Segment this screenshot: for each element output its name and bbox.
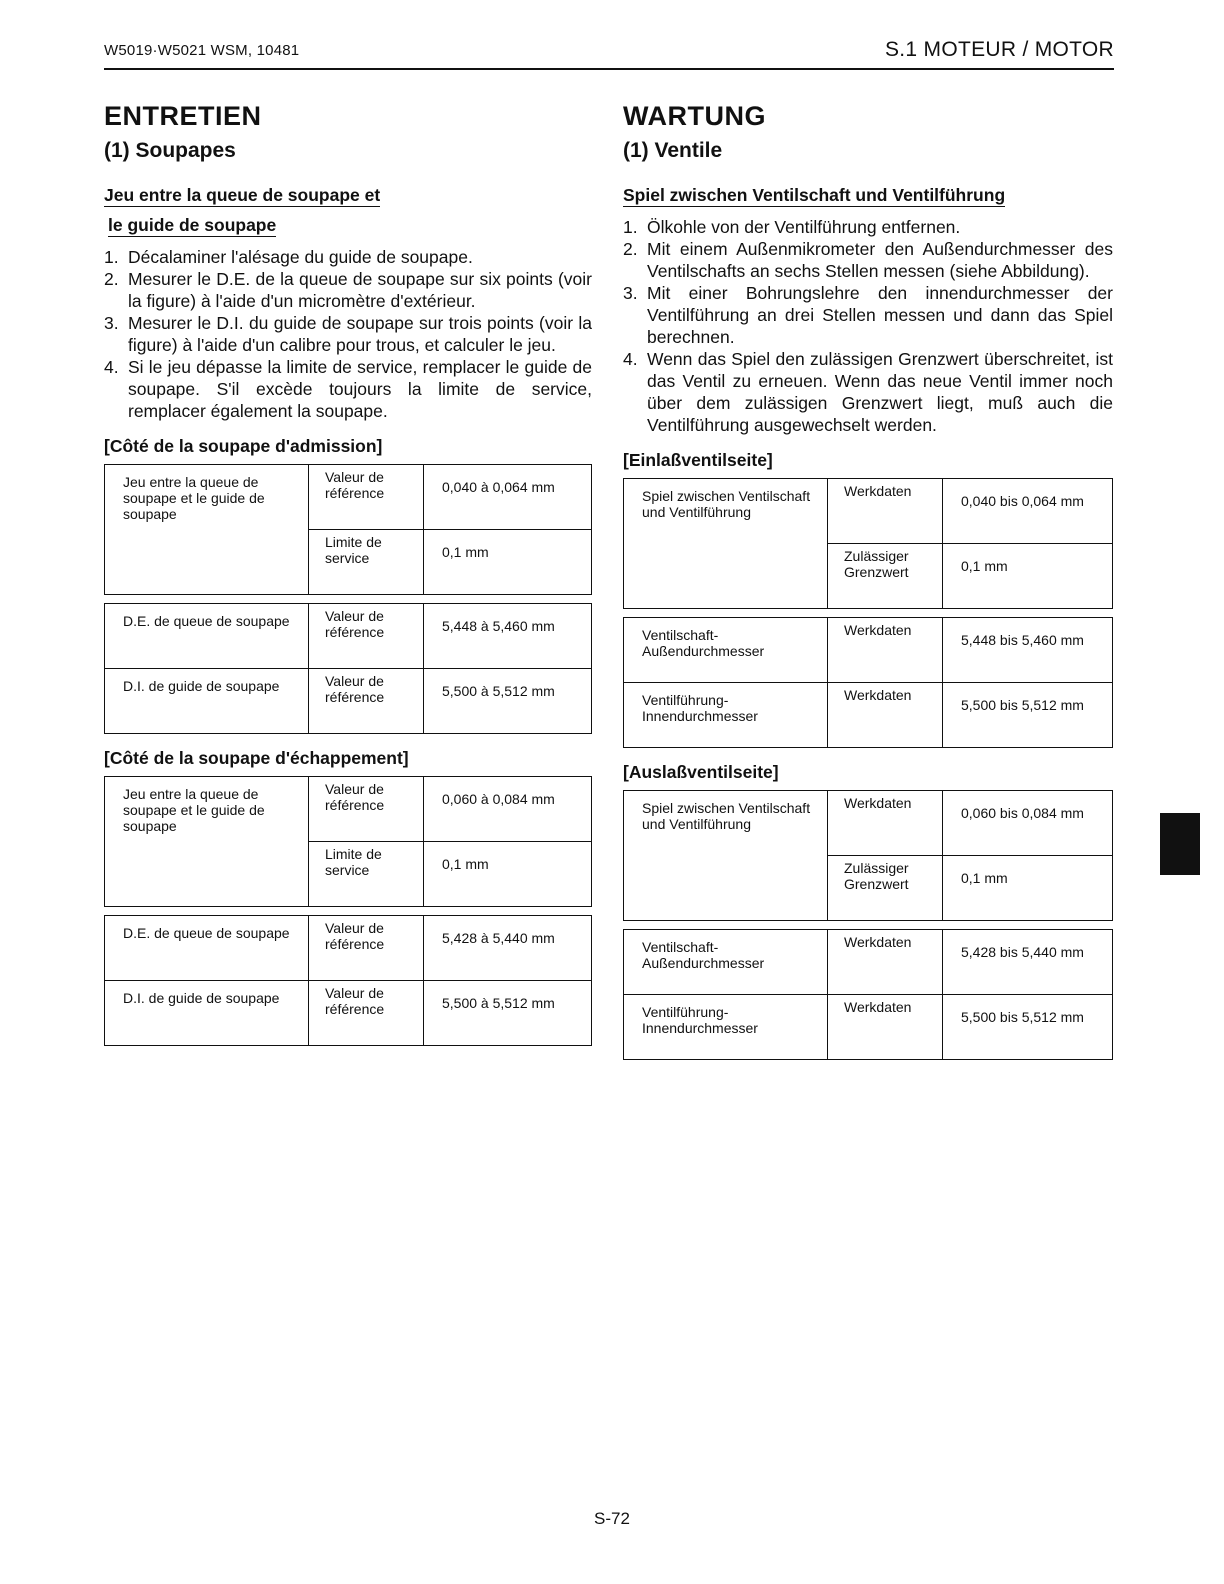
french-intake-label: [Côté de la soupape d'admission] bbox=[104, 436, 383, 456]
french-exhaust-clearance-table bbox=[104, 776, 592, 907]
table-cell: Valeur de référence bbox=[309, 669, 424, 734]
table-cell: Limite de service bbox=[309, 842, 424, 907]
table-cell: Spiel zwischen Ventilschaft und Ventilführung bbox=[624, 791, 828, 921]
table-cell: D.E. de queue de soupape bbox=[105, 604, 309, 669]
german-exhaust-dimension-table bbox=[623, 929, 1113, 1060]
german-exhaust-clearance-table bbox=[623, 790, 1113, 921]
table-cell: Werkdaten bbox=[828, 791, 943, 856]
french-subhead-line1: Jeu entre la queue de soupape et bbox=[104, 185, 381, 205]
page-header bbox=[104, 38, 1114, 70]
table-cell: Limite de service bbox=[309, 530, 424, 595]
table-cell: 0,1 mm bbox=[943, 544, 1113, 609]
german-exhaust-label: [Auslaßventilseite] bbox=[623, 762, 779, 782]
table-cell: 0,1 mm bbox=[424, 842, 592, 907]
german-intake-label: [Einlaßventilseite] bbox=[623, 450, 773, 470]
french-step: 4. Si le jeu dépasse la limite de service, remplacer le guide de soupape. S'il excède toujours la limite de service, remplacer également la soupape. bbox=[104, 357, 592, 421]
table-cell: Valeur de référence bbox=[309, 981, 424, 1046]
table-cell: Ventilschaft-Außendurchmesser bbox=[624, 930, 828, 995]
table-cell: 5,500 à 5,512 mm bbox=[424, 981, 592, 1046]
table-cell: Werkdaten bbox=[828, 930, 943, 995]
french-intake-clearance-table bbox=[104, 464, 592, 595]
german-step: 2. Mit einem Außenmikrometer den Außendurchmesser des Ventilschafts an sechs Stellen messen (siehe Abbildung). bbox=[623, 239, 1113, 281]
table-cell: Ventilschaft-Außendurchmesser bbox=[624, 618, 828, 683]
table-cell: Valeur de référence bbox=[309, 604, 424, 669]
french-title: ENTRETIEN bbox=[104, 101, 262, 131]
table-cell: Ventilführung-Innendurchmesser bbox=[624, 683, 828, 748]
french-subtitle: (1) Soupapes bbox=[104, 139, 236, 162]
table-cell: Valeur de référence bbox=[309, 777, 424, 842]
table-cell: 0,040 bis 0,064 mm bbox=[943, 479, 1113, 544]
page-number: S-72 bbox=[594, 1509, 630, 1528]
german-step: 3. Mit einer Bohrungslehre den innendurchmesser der Ventilführung an drei Stellen messen und dann das Spiel berechnen. bbox=[623, 283, 1113, 347]
table-cell: 5,448 bis 5,460 mm bbox=[943, 618, 1113, 683]
table-cell: 0,040 à 0,064 mm bbox=[424, 465, 592, 530]
table-cell: 0,060 à 0,084 mm bbox=[424, 777, 592, 842]
french-step: 3. Mesurer le D.I. du guide de soupape sur trois points (voir la figure) à l'aide d'un calibre pour trous, et calculer le jeu. bbox=[104, 313, 592, 355]
table-cell: D.I. de guide de soupape bbox=[105, 981, 309, 1046]
table-cell: Werkdaten bbox=[828, 683, 943, 748]
table-cell: Jeu entre la queue de soupape et le guide de soupape bbox=[105, 465, 309, 595]
german-subhead: Spiel zwischen Ventilschaft und Ventilführung bbox=[623, 185, 1006, 205]
french-subhead-line2: le guide de soupape bbox=[108, 215, 277, 235]
german-subtitle: (1) Ventile bbox=[623, 139, 723, 162]
table-cell: 5,428 à 5,440 mm bbox=[424, 916, 592, 981]
table-cell: Werkdaten bbox=[828, 995, 943, 1060]
section-title: S.1 MOTEUR / MOTOR bbox=[884, 38, 1114, 61]
table-cell: Jeu entre la queue de soupape et le guide de soupape bbox=[105, 777, 309, 907]
manual-code: W5019·W5021 WSM, 10481 bbox=[104, 42, 300, 59]
table-cell: 5,448 à 5,460 mm bbox=[424, 604, 592, 669]
german-step: 1. Ölkohle von der Ventilführung entfernen. bbox=[623, 217, 961, 237]
table-cell: 5,500 bis 5,512 mm bbox=[943, 995, 1113, 1060]
table-cell: D.I. de guide de soupape bbox=[105, 669, 309, 734]
table-cell: Valeur de référence bbox=[309, 916, 424, 981]
german-intake-dimension-table bbox=[623, 617, 1113, 748]
table-cell: 0,060 bis 0,084 mm bbox=[943, 791, 1113, 856]
french-intake-dimension-table bbox=[104, 603, 592, 734]
german-title: WARTUNG bbox=[623, 101, 766, 131]
german-steps bbox=[623, 216, 1113, 436]
french-exhaust-label: [Côté de la soupape d'échappement] bbox=[104, 748, 409, 768]
french-steps bbox=[104, 246, 592, 422]
table-cell: Zulässiger Grenzwert bbox=[828, 856, 943, 921]
german-step: 4. Wenn das Spiel den zulässigen Grenzwert überschreitet, ist das Ventil zu erneuen. Wenn das neue Ventil immer noch über dem zulässigen Grenzwert liegt, muß auch die Ventilführung ausgewechselt werden. bbox=[623, 349, 1113, 435]
table-cell: Werkdaten bbox=[828, 479, 943, 544]
section-tab-marker bbox=[1160, 813, 1200, 875]
french-step: 1. Décalaminer l'alésage du guide de soupape. bbox=[104, 247, 473, 267]
french-exhaust-dimension-table bbox=[104, 915, 592, 1046]
table-cell: 5,428 bis 5,440 mm bbox=[943, 930, 1113, 995]
table-cell: Valeur de référence bbox=[309, 465, 424, 530]
french-step: 2. Mesurer le D.E. de la queue de soupape sur six points (voir la figure) à l'aide d'un micromètre d'extérieur. bbox=[104, 269, 592, 311]
table-cell: 5,500 bis 5,512 mm bbox=[943, 683, 1113, 748]
table-cell: Zulässiger Grenzwert bbox=[828, 544, 943, 609]
german-column bbox=[623, 98, 1113, 1060]
french-column bbox=[104, 98, 592, 1046]
table-cell: 0,1 mm bbox=[943, 856, 1113, 921]
german-intake-clearance-table bbox=[623, 478, 1113, 609]
table-cell: D.E. de queue de soupape bbox=[105, 916, 309, 981]
table-cell: Spiel zwischen Ventilschaft und Ventilführung bbox=[624, 479, 828, 609]
table-cell: 0,1 mm bbox=[424, 530, 592, 595]
table-cell: 5,500 à 5,512 mm bbox=[424, 669, 592, 734]
table-cell: Ventilführung-Innendurchmesser bbox=[624, 995, 828, 1060]
table-cell: Werkdaten bbox=[828, 618, 943, 683]
